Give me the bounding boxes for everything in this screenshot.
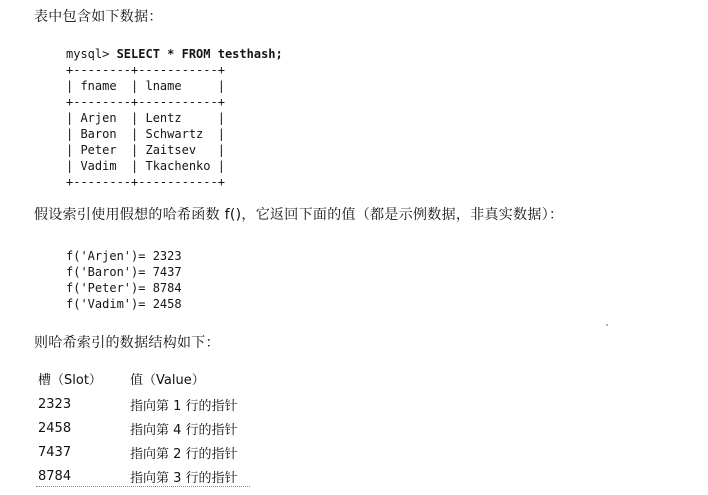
result-header: | fname | lname | bbox=[66, 79, 225, 93]
slot-column-header: 槽（Slot） bbox=[38, 372, 102, 388]
result-row: | Arjen | Lentz | bbox=[66, 111, 225, 125]
table-row bbox=[38, 392, 290, 416]
hash-value-line: f('Vadim')= 2458 bbox=[66, 297, 182, 311]
table-bottom-rule bbox=[36, 486, 250, 487]
hash-value-line: f('Baron')= 7437 bbox=[66, 265, 182, 279]
table-row bbox=[38, 416, 290, 440]
result-row: | Vadim | Tkachenko | bbox=[66, 159, 225, 173]
structure-intro-text: 则哈希索引的数据结构如下： bbox=[34, 335, 220, 351]
slot-cell: 2323 bbox=[38, 396, 72, 412]
value-cell: 指向第 2 行的指针 bbox=[130, 446, 238, 462]
hash-intro-text: 假设索引使用假想的哈希函数 f()，它返回下面的值（都是示例数据，非真实数据）： bbox=[34, 207, 564, 223]
slot-cell: 2458 bbox=[38, 420, 72, 436]
hash-slot-table bbox=[38, 366, 290, 488]
sql-command-line bbox=[66, 46, 283, 62]
result-row: | Peter | Zaitsev | bbox=[66, 143, 225, 157]
value-cell: 指向第 1 行的指针 bbox=[130, 398, 238, 414]
value-cell: 指向第 4 行的指针 bbox=[130, 422, 238, 438]
slot-cell: 8784 bbox=[38, 468, 72, 484]
result-border-bottom: +--------+-----------+ bbox=[66, 175, 225, 189]
result-border-top: +--------+-----------+ bbox=[66, 63, 225, 77]
table-row bbox=[38, 440, 290, 464]
table-header-row bbox=[38, 366, 290, 392]
hash-value-line: f('Peter')= 8784 bbox=[66, 281, 182, 295]
value-cell: 指向第 3 行的指针 bbox=[130, 470, 238, 486]
sql-command: SELECT * FROM testhash; bbox=[116, 47, 283, 61]
table-row bbox=[38, 464, 290, 488]
result-border-mid: +--------+-----------+ bbox=[66, 95, 225, 109]
result-row: | Baron | Schwartz | bbox=[66, 127, 225, 141]
value-column-header: 值（Value） bbox=[130, 372, 205, 388]
hash-value-line: f('Arjen')= 2323 bbox=[66, 249, 182, 263]
intro-text: 表中包含如下数据： bbox=[34, 9, 163, 25]
sql-prompt: mysql> bbox=[66, 47, 117, 61]
scan-speck bbox=[606, 324, 608, 326]
slot-cell: 7437 bbox=[38, 444, 72, 460]
